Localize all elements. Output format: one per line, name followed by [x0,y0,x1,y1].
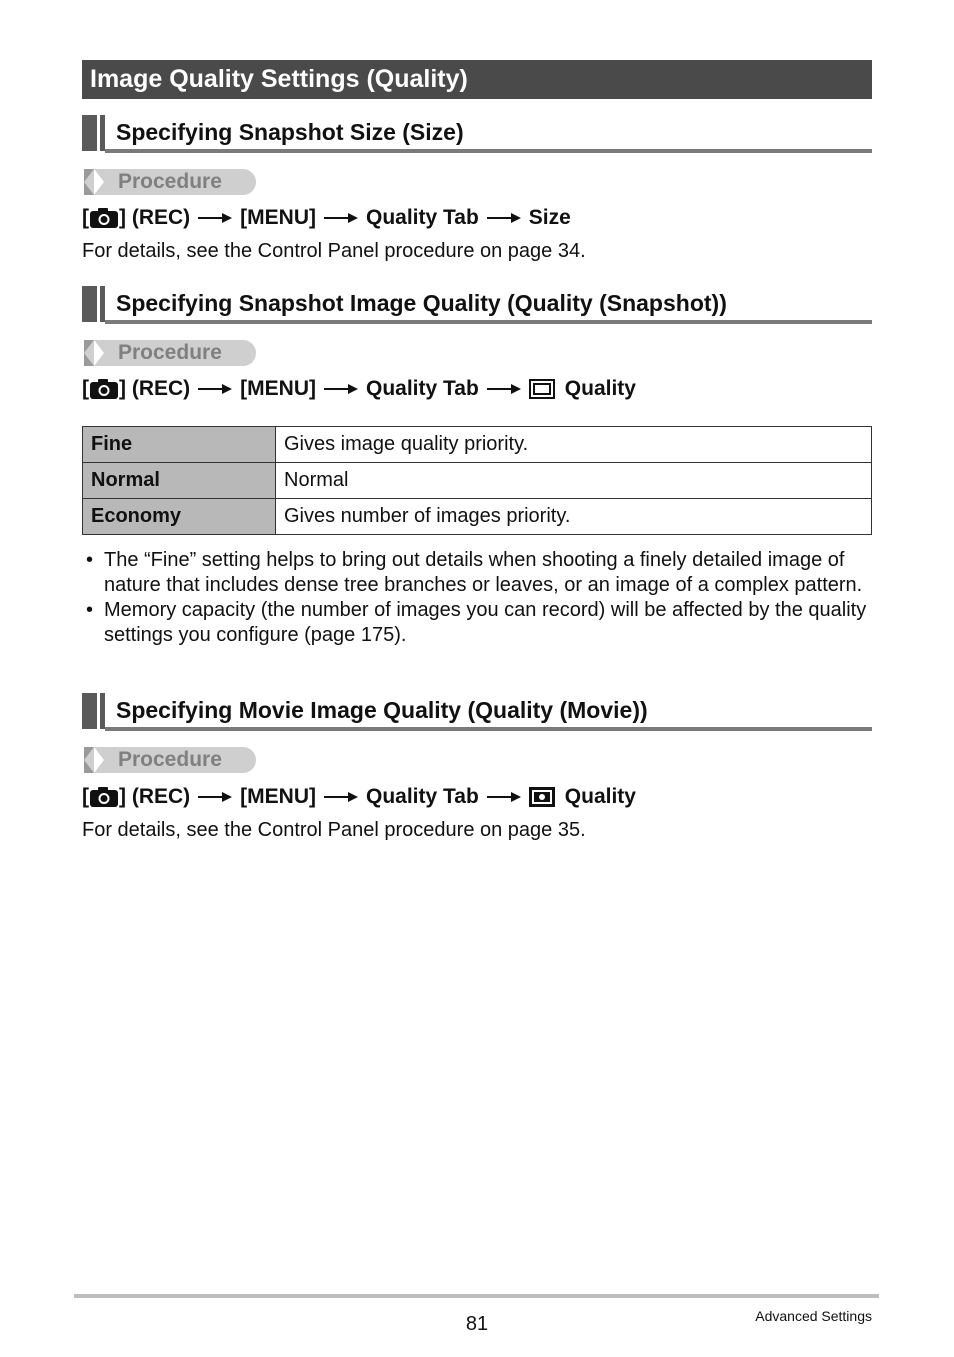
note-text: Memory capacity (the number of images you can record) will be affected by the quality settings you configure (page 175). [104,599,867,646]
section-heading-text: Specifying Snapshot Size (Size) [116,119,464,145]
footer-divider [74,1294,879,1298]
camera-icon [89,207,119,229]
path-menu: [MENU] [240,206,316,229]
path-tab: Quality Tab [365,377,479,400]
right-arrow-icon [487,213,521,223]
right-arrow-icon [198,792,232,802]
right-arrow-icon [324,792,358,802]
right-arrow-icon [324,384,358,394]
path-tab: Quality Tab [365,785,479,808]
section-heading-snapshot-quality [82,286,872,324]
path-bracket-open: [ [82,206,89,229]
path-target: Quality [564,785,636,808]
table-cell-setting: Economy [83,499,276,535]
snapshot-quality-icon [529,379,555,399]
table-cell-description: Gives image quality priority. [276,427,872,463]
right-arrow-icon [198,213,232,223]
table-cell-setting: Normal [83,463,276,499]
details-text: For details, see the Control Panel procedure on page 35. [82,819,586,841]
right-arrow-icon [198,384,232,394]
procedure-path [82,782,636,812]
right-arrow-icon [487,384,521,394]
page-title: Image Quality Settings (Quality) [82,60,872,99]
procedure-path [82,203,571,233]
path-target: Size [528,206,571,229]
list-item [86,598,876,648]
path-rec: ] (REC) [119,377,191,400]
table-row [83,427,872,463]
notes-list [86,548,876,648]
bullet-icon: • [86,549,94,571]
section-heading-movie-quality [82,693,872,731]
list-item [86,548,876,598]
path-rec: ] (REC) [119,206,191,229]
procedure-label: Procedure [118,170,222,193]
procedure-label: Procedure [118,748,222,771]
right-arrow-icon [487,792,521,802]
procedure-path [82,374,636,404]
camera-icon [89,378,119,400]
path-bracket-open: [ [82,785,89,808]
section-heading-text: Specifying Snapshot Image Quality (Quality (Snapshot)) [116,290,727,316]
table-row [83,463,872,499]
path-tab: Quality Tab [365,206,479,229]
procedure-tag [84,747,256,773]
table-row [83,499,872,535]
note-text: The “Fine” setting helps to bring out details when shooting a finely detailed image of nature that includes dense tree branches or leaves, or an image of a complex pattern. [104,549,863,596]
path-bracket-open: [ [82,377,89,400]
details-text: For details, see the Control Panel procedure on page 34. [82,240,586,262]
movie-quality-icon [529,787,555,807]
table-cell-description: Gives number of images priority. [276,499,872,535]
procedure-tag [84,169,256,195]
path-rec: ] (REC) [119,785,191,808]
procedure-tag [84,340,256,366]
bullet-icon: • [86,599,94,621]
camera-icon [89,786,119,808]
right-arrow-icon [324,213,358,223]
quality-settings-table [82,426,872,535]
path-target: Quality [564,377,636,400]
page-number: 81 [465,1313,489,1335]
section-heading-size [82,115,872,153]
procedure-label: Procedure [118,341,222,364]
table-cell-description: Normal [276,463,872,499]
footer-section-name: Advanced Settings [755,1308,872,1324]
path-menu: [MENU] [240,785,316,808]
path-menu: [MENU] [240,377,316,400]
table-cell-setting: Fine [83,427,276,463]
section-heading-text: Specifying Movie Image Quality (Quality (Movie)) [116,697,648,723]
